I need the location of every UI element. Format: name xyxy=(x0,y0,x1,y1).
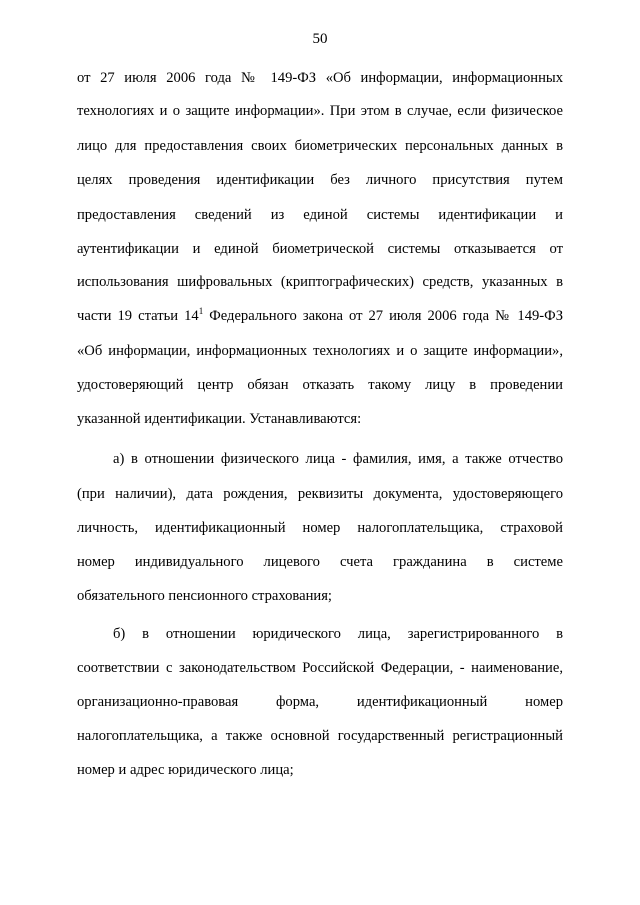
text-line: от 27 июля 2006 года № 149-ФЗ «Об информации, информационных xyxy=(77,70,563,86)
text-line: организационно-правовая форма, идентификационный номер xyxy=(77,694,563,710)
line-text-start: части 19 статьи 14 xyxy=(77,308,199,324)
text-line: удостоверяющий центр обязан отказать такому лицу в проведении xyxy=(77,377,563,393)
paragraph-b-first-line: б) в отношении юридического лица, зарегистрированного в xyxy=(113,626,563,642)
text-line: соответствии с законодательством Российской Федерации, - наименование, xyxy=(77,660,563,676)
line-text-end: Федерального закона от 27 июля 2006 года № 149-ФЗ xyxy=(203,308,563,324)
text-line: обязательного пенсионного страхования; xyxy=(77,588,332,604)
text-line: технологиях и о защите информации». При этом в случае, если физическое xyxy=(77,103,563,119)
text-line: номер и адрес юридического лица; xyxy=(77,762,294,778)
paragraph-a-first-line: а) в отношении физического лица - фамилия, имя, а также отчество xyxy=(113,451,563,467)
page-number: 50 xyxy=(312,31,328,47)
text-line: целях проведения идентификации без личного присутствия путем xyxy=(77,172,563,188)
text-line: использования шифровальных (криптографических) средств, указанных в xyxy=(77,274,563,290)
text-line: аутентификации и единой биометрической системы отказывается от xyxy=(77,241,563,257)
text-line: предоставления сведений из единой системы идентификации и xyxy=(77,207,563,223)
text-line: личность, идентификационный номер налогоплательщика, страховой xyxy=(77,520,563,536)
text-line: «Об информации, информационных технологиях и о защите информации», xyxy=(77,343,563,359)
text-line: лицо для предоставления своих биометрических персональных данных в xyxy=(77,138,563,154)
superscript: 1 xyxy=(198,306,204,316)
text-line: указанной идентификации. Устанавливаются: xyxy=(77,411,362,427)
text-line: номер индивидуального лицевого счета гражданина в системе xyxy=(77,554,563,570)
text-line-with-superscript xyxy=(77,306,563,326)
text-line: налогоплательщика, а также основной государственный регистрационный xyxy=(77,728,563,744)
text-line: (при наличии), дата рождения, реквизиты документа, удостоверяющего xyxy=(77,486,563,502)
